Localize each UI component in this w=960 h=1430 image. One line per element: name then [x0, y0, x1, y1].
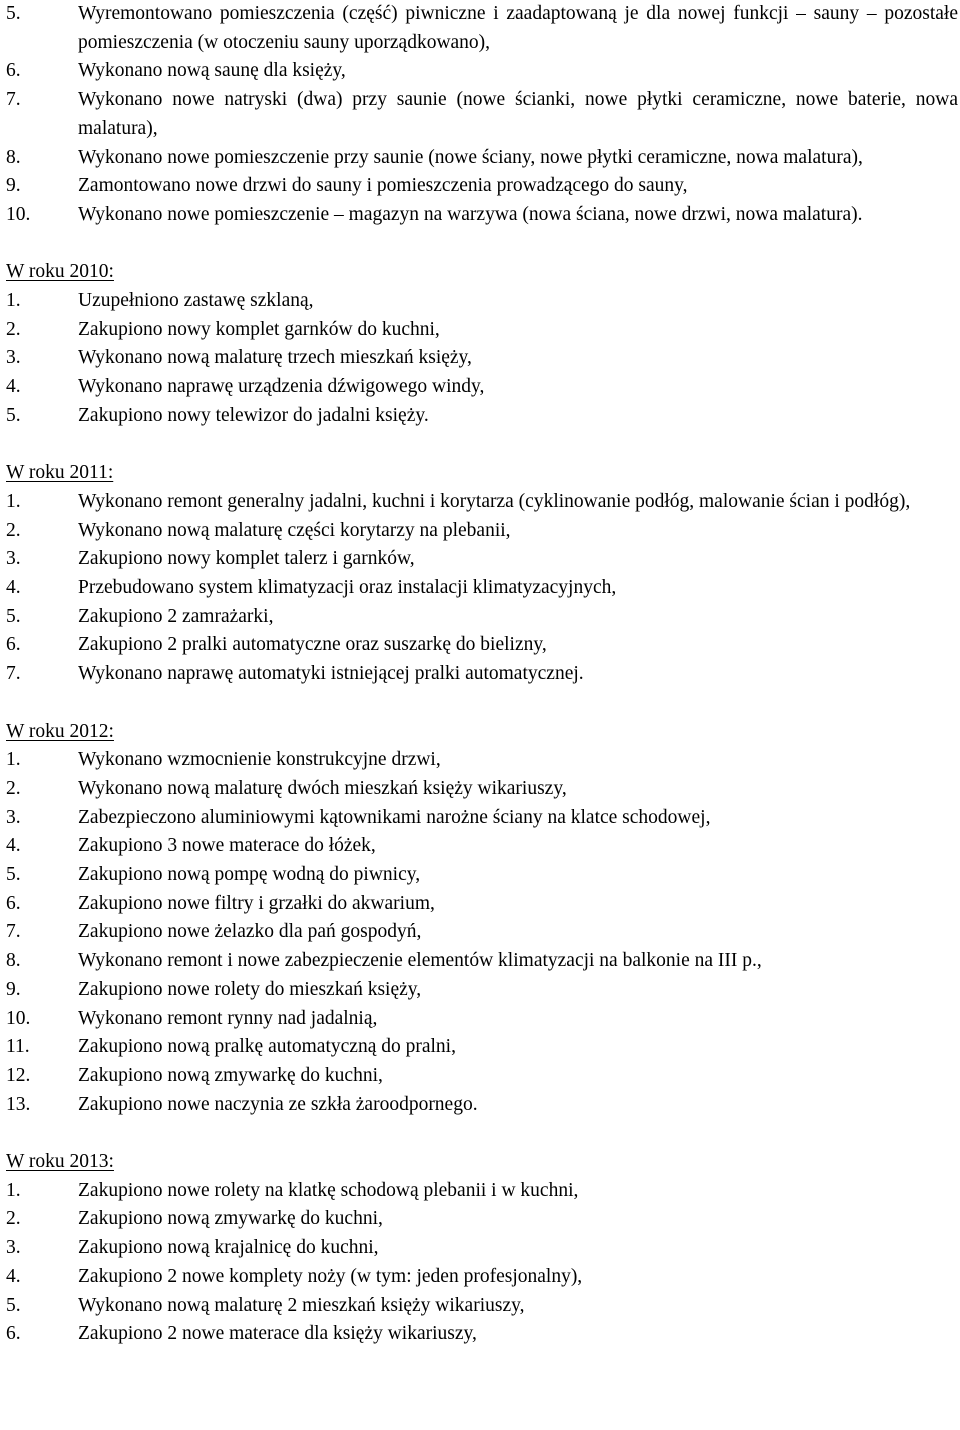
list-item-number: 8.: [6, 146, 21, 168]
list-item-text: Zakupiono nowe rolety na klatkę schodową plebanii i w kuchni,: [78, 1179, 579, 1201]
section-heading-text: W roku 2012:: [6, 720, 114, 742]
list-item-number: 3.: [6, 347, 21, 369]
item-list: [6, 0, 958, 230]
list-item: [6, 172, 958, 201]
list-item: [6, 1091, 958, 1120]
item-list: [6, 287, 958, 431]
list-item-text: Uzupełniono zastawę szklaną,: [78, 290, 314, 311]
list-item-number: 1.: [6, 490, 21, 512]
list-item: [6, 890, 958, 919]
list-item-number: 2.: [6, 777, 21, 799]
list-item: [6, 545, 958, 574]
list-item-number: 4.: [6, 835, 21, 857]
list-item-number: 4.: [6, 1265, 21, 1287]
year-section: [6, 718, 958, 1120]
list-item-number: 2.: [6, 519, 21, 541]
list-item-number: 2.: [6, 318, 21, 340]
list-item-number: 1.: [6, 290, 21, 311]
list-item-number: 4.: [6, 577, 21, 598]
list-item-number: 6.: [6, 892, 21, 914]
year-section: [6, 1148, 958, 1349]
list-item: [6, 402, 958, 431]
list-item-number: 13.: [6, 1093, 31, 1115]
list-item: [6, 86, 958, 143]
list-item-text: Zakupiono nowe rolety do mieszkań księży,: [78, 978, 422, 1000]
list-item-number: 11.: [6, 1036, 30, 1058]
list-item-text: Wyremontowano pomieszczenia (część) piwniczne i zaadaptowaną je dla nowej funkcji – sauny – pozostałe pomieszczenia (w otoczeniu sauny uporządkowano),: [78, 3, 958, 53]
list-item-text: Zabezpieczono aluminiowymi kątownikami narożne ściany na klatce schodowej,: [78, 806, 711, 828]
list-item-number: 5.: [6, 864, 21, 885]
section-heading-text: W roku 2010:: [6, 261, 114, 283]
list-item-text: Zakupiono nowe żelazko dla pań gospodyń,: [78, 921, 422, 943]
continued-list-section: [6, 0, 958, 230]
list-item-number: 3.: [6, 1237, 21, 1259]
section-heading-text: W roku 2011:: [6, 462, 114, 484]
list-item-number: 5.: [6, 3, 21, 24]
list-item: [6, 373, 958, 402]
list-item-text: Wykonano remont i nowe zabezpieczenie elementów klimatyzacji na balkonie na III p.,: [78, 950, 762, 972]
list-item-text: Zamontowano nowe drzwi do sauny i pomieszczenia prowadzącego do sauny,: [78, 175, 688, 197]
list-item-number: 8.: [6, 950, 21, 972]
list-item-number: 9.: [6, 175, 21, 197]
list-item: [6, 1292, 958, 1321]
list-item-text: Wykonano nową malaturę trzech mieszkań księży,: [78, 347, 472, 369]
list-item-text: Wykonano wzmocnienie konstrukcyjne drzwi,: [78, 749, 441, 771]
list-item: [6, 517, 958, 546]
list-item: [6, 1205, 958, 1234]
list-item: [6, 57, 958, 86]
list-item: [6, 804, 958, 833]
list-item-number: 7.: [6, 89, 21, 111]
list-item-number: 5.: [6, 605, 21, 627]
list-item: [6, 1177, 958, 1206]
list-item-number: 10.: [6, 1007, 31, 1029]
list-item-text: Zakupiono nowe filtry i grzałki do akwarium,: [78, 892, 435, 914]
list-item: [6, 775, 958, 804]
list-item-text: Zakupiono 3 nowe materace do łóżek,: [78, 835, 376, 857]
list-item-number: 5.: [6, 404, 21, 426]
list-item-text: Wykonano nowe pomieszczenie przy saunie (nowe ściany, nowe płytki ceramiczne, nowa malatura),: [78, 146, 863, 168]
list-item-number: 9.: [6, 978, 21, 1000]
list-item-text: Wykonano nową saunę dla księży,: [78, 60, 346, 82]
list-item-text: Wykonano nową malaturę dwóch mieszkań księży wikariuszy,: [78, 777, 567, 799]
year-section: [6, 459, 958, 689]
item-list: [6, 1177, 958, 1349]
list-item: [6, 660, 958, 689]
list-item-number: 1.: [6, 749, 21, 771]
list-item: [6, 947, 958, 976]
list-item: [6, 832, 958, 861]
list-item-number: 6.: [6, 1323, 21, 1345]
list-item: [6, 1005, 958, 1034]
list-item-text: Wykonano remont generalny jadalni, kuchni i korytarza (cyklinowanie podłóg, malowanie ścian i podłóg),: [78, 490, 911, 512]
list-item: [6, 316, 958, 345]
list-item-number: 6.: [6, 634, 21, 656]
list-item-number: 2.: [6, 1208, 21, 1230]
list-item-text: Wykonano nową malaturę części korytarzy na plebanii,: [78, 519, 511, 541]
year-section: [6, 258, 958, 430]
document-page: [6, 0, 958, 1349]
list-item-number: 4.: [6, 376, 21, 398]
list-item: [6, 631, 958, 660]
list-item: [6, 144, 958, 173]
list-item: [6, 488, 958, 517]
list-item: [6, 603, 958, 632]
list-item-text: Zakupiono 2 zamrażarki,: [78, 605, 274, 627]
list-item: [6, 1263, 958, 1292]
list-item-text: Zakupiono nową pralkę automatyczną do pralni,: [78, 1036, 456, 1058]
list-item-number: 1.: [6, 1179, 21, 1201]
list-item: [6, 201, 958, 230]
list-item-text: Przebudowano system klimatyzacji oraz instalacji klimatyzacyjnych,: [78, 577, 617, 598]
section-heading: [6, 459, 958, 488]
list-item-text: Zakupiono nową zmywarkę do kuchni,: [78, 1208, 383, 1230]
section-heading-text: W roku 2013:: [6, 1151, 114, 1173]
list-item: [6, 1234, 958, 1263]
list-item-number: 5.: [6, 1294, 21, 1316]
list-item-text: Wykonano nowe natryski (dwa) przy saunie (nowe ścianki, nowe płytki ceramiczne, nowe baterie, nowa malatura),: [78, 89, 958, 139]
list-item: [6, 344, 958, 373]
list-item: [6, 574, 958, 603]
section-heading: [6, 258, 958, 287]
list-item-number: 10.: [6, 203, 31, 225]
list-item-text: Zakupiono 2 nowe komplety noży (w tym: jeden profesjonalny),: [78, 1265, 583, 1287]
section-heading: [6, 1148, 958, 1177]
list-item-text: Zakupiono nową zmywarkę do kuchni,: [78, 1064, 383, 1086]
list-item-number: 3.: [6, 806, 21, 828]
list-item: [6, 1320, 958, 1349]
list-item-text: Zakupiono nową krajalnicę do kuchni,: [78, 1237, 379, 1259]
list-item: [6, 1062, 958, 1091]
section-heading: [6, 718, 958, 747]
list-item-text: Wykonano nową malaturę 2 mieszkań księży wikariuszy,: [78, 1294, 525, 1316]
list-item-text: Zakupiono 2 nowe materace dla księży wikariuszy,: [78, 1323, 477, 1345]
list-item: [6, 976, 958, 1005]
list-item-text: Zakupiono 2 pralki automatyczne oraz suszarkę do bielizny,: [78, 634, 547, 656]
list-item-text: Zakupiono nowy komplet garnków do kuchni,: [78, 318, 440, 340]
list-item-number: 7.: [6, 921, 21, 943]
list-item: [6, 746, 958, 775]
list-item: [6, 0, 958, 57]
list-item-text: Wykonano naprawę urządzenia dźwigowego windy,: [78, 376, 485, 398]
list-item-text: Zakupiono nowy komplet talerz i garnków,: [78, 548, 415, 570]
list-item-number: 7.: [6, 663, 21, 685]
list-item: [6, 1033, 958, 1062]
list-item-text: Zakupiono nowy telewizor do jadalni księży.: [78, 404, 429, 426]
list-item-number: 6.: [6, 60, 21, 82]
list-item-text: Wykonano remont rynny nad jadalnią,: [78, 1007, 378, 1029]
list-item-number: 3.: [6, 548, 21, 570]
list-item-text: Wykonano nowe pomieszczenie – magazyn na warzywa (nowa ściana, nowe drzwi, nowa malatura).: [78, 203, 863, 225]
item-list: [6, 488, 958, 689]
list-item-text: Zakupiono nowe naczynia ze szkła żaroodpornego.: [78, 1093, 478, 1115]
list-item: [6, 287, 958, 316]
list-item-number: 12.: [6, 1064, 31, 1086]
item-list: [6, 746, 958, 1119]
list-item-text: Zakupiono nową pompę wodną do piwnicy,: [78, 864, 421, 885]
list-item: [6, 918, 958, 947]
list-item: [6, 861, 958, 890]
list-item-text: Wykonano naprawę automatyki istniejącej pralki automatycznej.: [78, 663, 584, 685]
